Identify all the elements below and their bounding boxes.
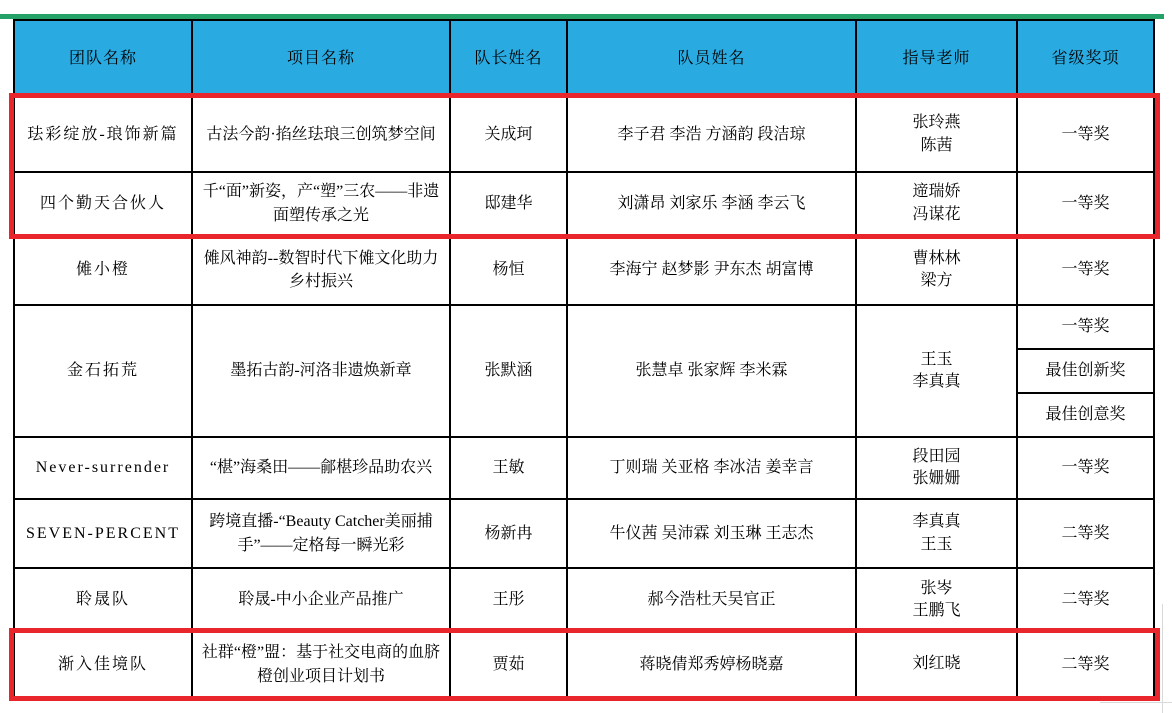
teacher-name: 曹林林 bbox=[912, 249, 961, 267]
captain-cell[interactable]: 王敏 bbox=[450, 437, 567, 499]
header-row bbox=[14, 20, 1154, 97]
members-cell[interactable]: 牛仪茜 吴沛霖 刘玉琳 王志杰 bbox=[567, 499, 856, 568]
award-cell[interactable]: 一等奖 bbox=[1017, 172, 1154, 235]
captain-cell[interactable]: 关成珂 bbox=[450, 97, 567, 172]
members-cell[interactable]: 蒋晓倩郑秀婷杨晓嘉 bbox=[567, 632, 856, 697]
teachers-cell[interactable] bbox=[856, 235, 1017, 305]
table-row bbox=[14, 499, 1154, 568]
team-cell[interactable]: 珐彩绽放-琅饰新篇 bbox=[14, 97, 192, 172]
project-cell[interactable]: 跨境直播-“Beauty Catcher美丽捕手”——定格每一瞬光彩 bbox=[192, 499, 450, 568]
header-captain[interactable]: 队长姓名 bbox=[450, 20, 567, 97]
team-cell[interactable]: 四个勤天合伙人 bbox=[14, 172, 192, 235]
header-teacher[interactable]: 指导老师 bbox=[856, 20, 1017, 97]
teacher-name: 遆瑞娇 bbox=[912, 183, 961, 201]
teachers-cell[interactable] bbox=[856, 632, 1017, 697]
team-cell[interactable]: 傩小橙 bbox=[14, 235, 192, 305]
teachers-cell[interactable] bbox=[856, 437, 1017, 499]
project-cell[interactable]: 千“面”新姿，产“塑”三农——非遗面塑传承之光 bbox=[192, 172, 450, 235]
teacher-name: 梁方 bbox=[920, 272, 953, 289]
header-team[interactable]: 团队名称 bbox=[14, 20, 192, 97]
teachers-cell[interactable] bbox=[856, 305, 1017, 437]
teacher-name: 陈茜 bbox=[920, 136, 953, 154]
table-row bbox=[14, 437, 1154, 499]
teacher-name: 段田园 bbox=[912, 447, 961, 465]
project-cell[interactable]: 墨拓古韵-河洛非遗焕新章 bbox=[192, 305, 450, 437]
members-cell[interactable]: 张慧卓 张家辉 李米霖 bbox=[567, 305, 856, 437]
teacher-name: 张玲燕 bbox=[912, 114, 961, 132]
award-cell[interactable]: 二等奖 bbox=[1017, 568, 1154, 632]
table-wrapper bbox=[13, 19, 1155, 698]
gridline-vertical bbox=[1162, 604, 1163, 713]
teacher-name: 李真真 bbox=[912, 373, 961, 390]
team-cell[interactable]: 渐入佳境队 bbox=[14, 632, 192, 697]
captain-cell[interactable]: 邸建华 bbox=[450, 172, 567, 235]
team-cell[interactable]: Never-surrender bbox=[14, 437, 192, 499]
captain-cell[interactable]: 杨恒 bbox=[450, 235, 567, 305]
teacher-name: 冯谋花 bbox=[912, 205, 961, 223]
team-cell[interactable]: 聆晟队 bbox=[14, 568, 192, 632]
members-cell[interactable]: 丁则瑞 关亚格 李冰洁 姜幸言 bbox=[567, 437, 856, 499]
table-row bbox=[14, 632, 1154, 697]
teacher-name: 李真真 bbox=[912, 513, 961, 531]
award-cell[interactable]: 二等奖 bbox=[1017, 632, 1154, 697]
award-cell[interactable]: 一等奖 bbox=[1017, 305, 1154, 349]
teachers-cell[interactable] bbox=[856, 97, 1017, 172]
award-cell[interactable]: 一等奖 bbox=[1017, 437, 1154, 499]
table-row bbox=[14, 568, 1154, 632]
award-cell[interactable]: 最佳创意奖 bbox=[1017, 393, 1154, 437]
teachers-cell[interactable] bbox=[856, 499, 1017, 568]
award-cell[interactable]: 一等奖 bbox=[1017, 97, 1154, 172]
teachers-cell[interactable] bbox=[856, 172, 1017, 235]
captain-cell[interactable]: 贾茹 bbox=[450, 632, 567, 697]
table-row bbox=[14, 235, 1154, 305]
project-cell[interactable]: 傩风神韵--数智时代下傩文化助力乡村振兴 bbox=[192, 235, 450, 305]
teacher-name: 刘红晓 bbox=[912, 655, 961, 673]
team-cell[interactable]: SEVEN-PERCENT bbox=[14, 499, 192, 568]
gridline-horizontal bbox=[1100, 702, 1172, 703]
teacher-name: 张岑 bbox=[920, 579, 953, 597]
captain-cell[interactable]: 张默涵 bbox=[450, 305, 567, 437]
members-cell[interactable]: 李海宁 赵梦影 尹东杰 胡富博 bbox=[567, 235, 856, 305]
teacher-name: 张姗姗 bbox=[912, 470, 961, 487]
members-cell[interactable]: 李子君 李浩 方涵韵 段洁琼 bbox=[567, 97, 856, 172]
header-members[interactable]: 队员姓名 bbox=[567, 20, 856, 97]
captain-cell[interactable]: 王彤 bbox=[450, 568, 567, 632]
table-row bbox=[14, 97, 1154, 172]
header-project[interactable]: 项目名称 bbox=[192, 20, 450, 97]
project-cell[interactable]: 社群“橙”盟：基于社交电商的血脐橙创业项目计划书 bbox=[192, 632, 450, 697]
project-cell[interactable]: “椹”海桑田——鄃椹珍品助农兴 bbox=[192, 437, 450, 499]
captain-cell[interactable]: 杨新冉 bbox=[450, 499, 567, 568]
header-award[interactable]: 省级奖项 bbox=[1017, 20, 1154, 97]
members-cell[interactable]: 郝今浩杜天吴官正 bbox=[567, 568, 856, 632]
award-cell[interactable]: 一等奖 bbox=[1017, 235, 1154, 305]
table-row bbox=[14, 305, 1154, 349]
awards-table bbox=[13, 19, 1155, 698]
award-cell[interactable]: 二等奖 bbox=[1017, 499, 1154, 568]
members-cell[interactable]: 刘潇昂 刘家乐 李涵 李云飞 bbox=[567, 172, 856, 235]
award-cell[interactable]: 最佳创新奖 bbox=[1017, 349, 1154, 393]
project-cell[interactable]: 聆晟-中小企业产品推广 bbox=[192, 568, 450, 632]
teacher-name: 王玉 bbox=[920, 350, 953, 368]
teacher-name: 王鹏飞 bbox=[912, 602, 961, 619]
teachers-cell[interactable] bbox=[856, 568, 1017, 632]
team-cell[interactable]: 金石拓荒 bbox=[14, 305, 192, 437]
table-row bbox=[14, 172, 1154, 235]
teacher-name: 王玉 bbox=[920, 535, 953, 553]
project-cell[interactable]: 古法今韵·掐丝珐琅三创筑梦空间 bbox=[192, 97, 450, 172]
